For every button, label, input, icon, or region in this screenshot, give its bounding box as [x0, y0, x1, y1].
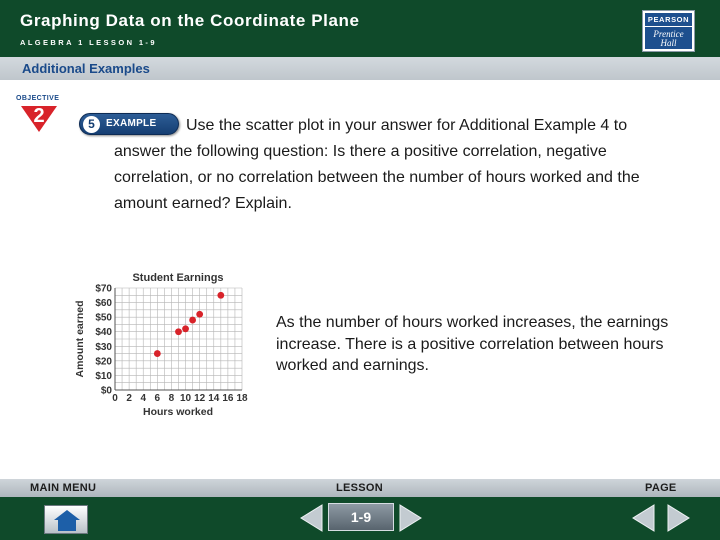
- x-tick-label: 2: [126, 393, 132, 404]
- lesson-number-box[interactable]: 1-9: [328, 503, 394, 531]
- data-point: [189, 317, 196, 324]
- chart-title: Student Earnings: [132, 272, 224, 284]
- x-tick-label: 16: [222, 393, 234, 404]
- main-menu-label: MAIN MENU: [30, 482, 97, 494]
- example-label: EXAMPLE: [106, 118, 157, 129]
- logo-line-1: Prentice: [653, 29, 684, 39]
- y-tick-label: $20: [95, 356, 112, 368]
- answer-text: As the number of hours worked increases, the earnings increase. There is a positive correlation between hours worked and earnings.: [276, 314, 669, 374]
- lesson-prev-button[interactable]: [298, 503, 324, 533]
- data-point: [175, 328, 182, 335]
- x-tick-label: 8: [168, 393, 175, 404]
- y-tick-label: $70: [95, 283, 112, 295]
- page-title: Graphing Data on the Coordinate Plane: [20, 11, 360, 30]
- triangle-right-icon: [398, 503, 424, 533]
- data-point: [217, 292, 224, 299]
- x-tick-label: 6: [154, 393, 161, 404]
- x-tick-label: 14: [208, 393, 220, 404]
- objective-label: OBJECTIVE: [16, 95, 60, 102]
- triangle-left-icon: [298, 503, 324, 533]
- y-tick-label: $40: [95, 327, 112, 339]
- chart-xlabel: Hours worked: [142, 406, 214, 418]
- example-number: 5: [83, 116, 100, 133]
- y-tick-label: $0: [100, 385, 112, 397]
- y-tick-label: $30: [95, 341, 112, 353]
- lesson-subtitle: ALGEBRA 1 LESSON 1-9: [20, 38, 157, 47]
- x-tick-label: 4: [140, 393, 147, 404]
- triangle-right-icon: [666, 503, 692, 533]
- x-tick-label: 10: [179, 393, 192, 404]
- logo-line-2: Hall: [660, 38, 677, 48]
- section-label: Additional Examples: [22, 61, 150, 76]
- question-text: Use the scatter plot in your answer for Additional Example 4 to answer the following question: Is there a positive correlation, negative correlation, or no correlation between the number of hours worked and the amount earned? Explain.: [114, 117, 640, 212]
- data-point: [182, 325, 189, 332]
- scatter-plot: [70, 264, 260, 424]
- y-tick-label: $50: [95, 312, 112, 324]
- page-label: PAGE: [645, 482, 677, 494]
- page-prev-button[interactable]: [630, 503, 656, 533]
- lesson-label: LESSON: [336, 482, 384, 494]
- chart-ylabel: Amount earned: [74, 300, 86, 378]
- x-tick-label: 0: [112, 393, 118, 404]
- page-next-button[interactable]: [666, 503, 692, 533]
- triangle-left-icon: [630, 503, 656, 533]
- x-tick-label: 12: [194, 393, 206, 404]
- y-tick-label: $10: [95, 370, 112, 382]
- publisher-logo: [642, 10, 695, 52]
- objective-number: 2: [33, 105, 45, 127]
- lesson-next-button[interactable]: [398, 503, 424, 533]
- y-tick-label: $60: [95, 298, 112, 310]
- home-icon: [45, 506, 89, 535]
- main-menu-button[interactable]: [44, 505, 88, 534]
- objective-marker: [16, 95, 66, 137]
- data-point: [196, 311, 203, 318]
- data-point: [154, 350, 161, 357]
- logo-brand: PEARSON: [645, 13, 692, 27]
- x-tick-label: 18: [236, 393, 248, 404]
